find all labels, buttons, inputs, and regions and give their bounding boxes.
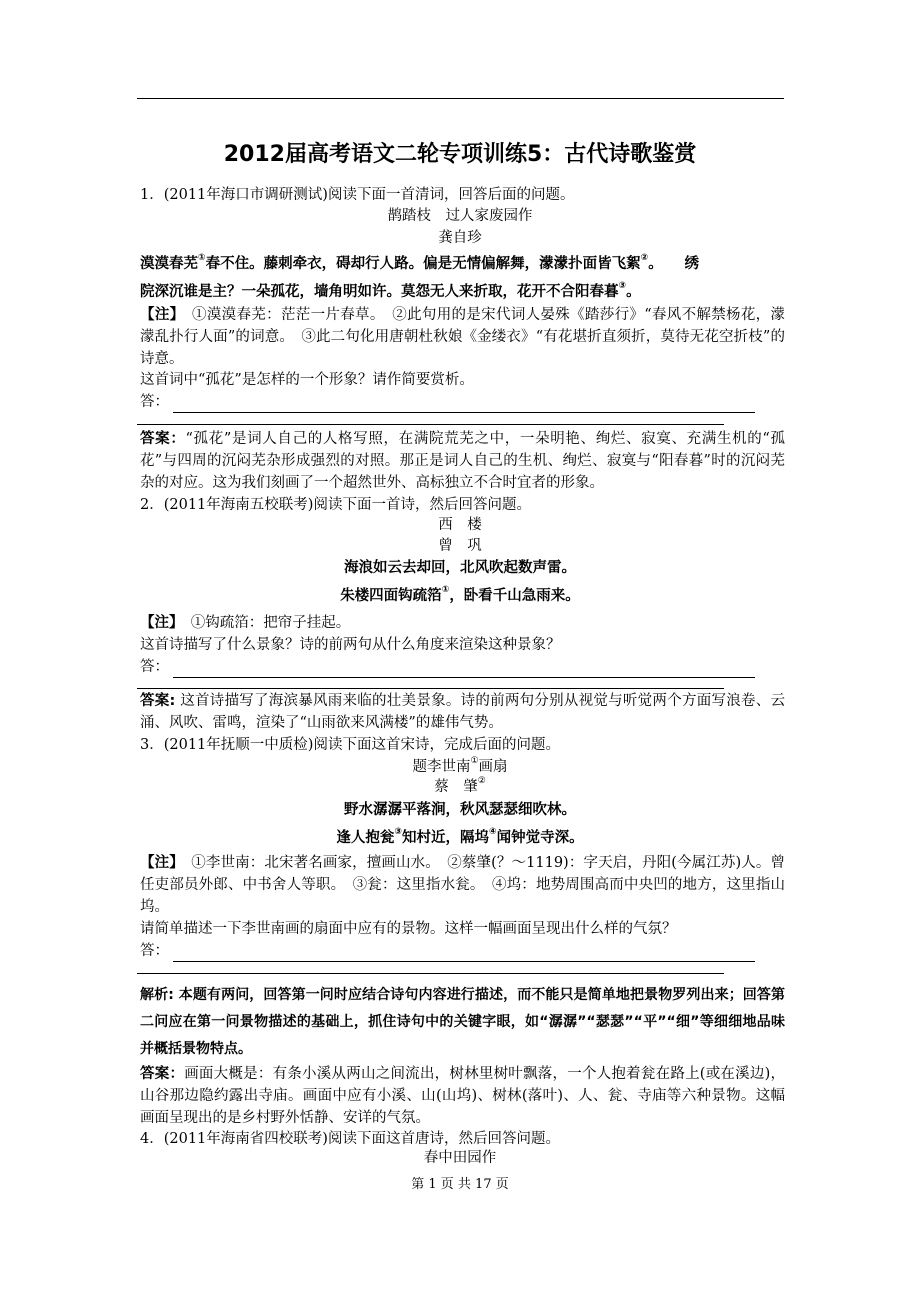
q3-answer: 答案：画面大概是：有条小溪从两山之间流出，树林里树叶飘落，一个人抱着瓮在路上(或在溪边)，山谷那边隐约露出寺庙。画面中应有小溪、山(山坞)、树林(落叶)、人、瓮、寺庙等六种景物。这幅画面呈现出的是乡村野外恬静、安详的气氛。: [140, 1065, 786, 1126]
q1-answer: 答案：“孤花”是词人自己的人格写照，在满院荒芜之中，一朵明艳、绚烂、寂寞、充满生机的“孤花”与四周的沉闷芜杂形成强烈的对照。那正是词人自己的生机、绚烂、寂寞与“阳春暮”时的沉闷芜杂的对应。这为我们刻画了一个超然世外、高标独立不合时宜者的形象。: [140, 430, 785, 491]
q1-heading: 1．(2011年海口市调研测试)阅读下面一首清词，回答后面的问题。: [140, 187, 575, 203]
q2-answer: 答案: 这首诗描写了海滨暴风雨来临的壮美景象。诗的前两句分别从视觉与听觉两个方面写浪卷、云涌、风吹、雷鸣，渲染了“山雨欲来风满楼”的雄伟气势。: [140, 693, 785, 731]
q3-poem-title: 题李世南①画扇: [412, 756, 508, 775]
q2-notes: 【注】 ①钩疏箔：把帘子挂起。: [140, 614, 351, 631]
q2-author: 曾 巩: [438, 538, 482, 554]
page-title: 2012届高考语文二轮专项训练5：古代诗歌鉴赏: [223, 142, 697, 167]
q2-heading: 2．(2011年海南五校联考)阅读下面一首诗，然后回答问题。: [140, 497, 531, 513]
q3-analysis: 解析: 本题有两问，回答第一问时应结合诗句内容进行描述，而不能只是简单地把景物罗列出来；回答第二问应在第一问景物描述的基础上，抓住诗句中的关键字眼，如“潺潺”“瑟瑟”“平”“细”等细细地品味并概括景物特点。: [140, 987, 785, 1057]
q2-poem-line-1: 海浪如云去却回，北风吹起数声雷。: [344, 560, 576, 576]
q2-answer-line-2[interactable]: [137, 688, 724, 689]
q1-poem-title: 鹊踏枝 过人家废园作: [387, 208, 533, 224]
q4-heading: 4．(2011年海南省四校联考)阅读下面这首唐诗，然后回答问题。: [140, 1131, 560, 1147]
q2-question: 这首诗描写了什么景象？诗的前两句从什么角度来渲染这种景象？: [140, 637, 561, 653]
q3-question: 请简单描述一下李世南画的扇面中应有的景物。这样一幅画面呈现出什么样的气氛？: [140, 921, 677, 937]
q3-poem-line-1: 野水潺潺平落涧，秋风瑟瑟细吹林。: [344, 802, 576, 818]
q1-answer-line-2[interactable]: [137, 424, 724, 425]
page-footer: 第 1 页 共 17 页: [411, 1177, 509, 1192]
header-rule: [137, 98, 784, 99]
q3-notes: 【注】 ①李世南：北宋著名画家，擅画山水。 ②蔡肇(？～1119)：字天启，丹阳(今属江苏)人。曾任吏部员外郎、中书舍人等职。 ③瓮：这里指水瓮。 ④坞：地势周围高而中央凹的地方，这里指山坞。: [140, 854, 785, 915]
q3-heading: 3．(2011年抚顺一中质检)阅读下面这首宋诗，完成后面的问题。: [140, 737, 560, 753]
q1-poem-line-1: 漠漠春芜①春不住。藤刺牵衣，碍却行人路。偏是无情偏解舞，濛濛扑面皆飞絮②。 绣: [140, 253, 699, 272]
q2-answer-field[interactable]: 答：: [140, 656, 785, 678]
q1-author: 龚自珍: [438, 230, 482, 246]
q3-answer-field[interactable]: 答：: [140, 940, 785, 962]
q3-poem-line-2: 逢人抱瓮③知村近，隔坞④闻钟觉寺深。: [336, 827, 584, 846]
q1-question: 这首词中“孤花”是怎样的一个形象？请作简要赏析。: [140, 372, 474, 388]
q1-answer-field[interactable]: 答：: [140, 391, 785, 413]
q1-poem-line-2: 院深沉谁是主？一朵孤花，墙角明如许。莫怨无人来折取，花开不合阳春暮③。: [140, 281, 641, 300]
q4-poem-title: 春中田园作: [423, 1150, 497, 1166]
q2-poem-title: 西 楼: [438, 517, 482, 533]
q3-author: 蔡 肇②: [434, 776, 486, 795]
q2-poem-line-2: 朱楼四面钩疏箔①，卧看千山急雨来。: [340, 585, 580, 604]
q1-notes: 【注】 ①漠漠春芜：茫茫一片春草。 ②此句用的是宋代词人晏殊《踏莎行》“春风不解禁杨花，濛濛乱扑行人面”的词意。 ③此二句化用唐朝杜秋娘《金缕衣》“有花堪折直须折，莫待无花空折枝”的诗意。: [140, 306, 785, 367]
q3-answer-line-2[interactable]: [137, 973, 724, 974]
